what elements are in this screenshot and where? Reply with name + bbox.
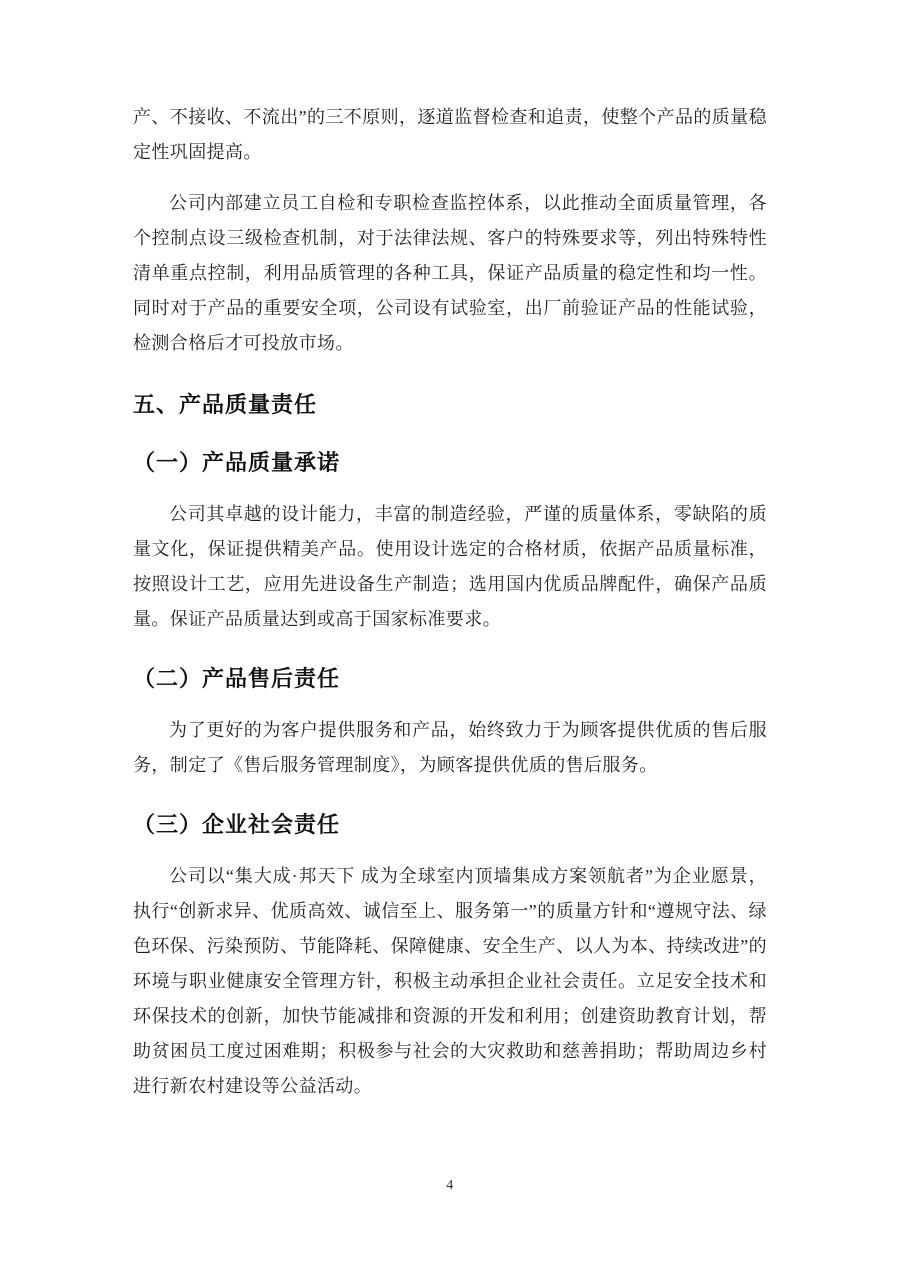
page-number: 4 [446, 1178, 454, 1193]
body-paragraph: 产、不接收、不流出”的三不原则，逐道监督检查和追责，使整个产品的质量稳定性巩固提高。 [133, 107, 767, 162]
document-content [133, 100, 767, 1120]
body-paragraph: 公司以“集大成·邦天下 成为全球室内顶墙集成方案领航者”为企业愿景，执行“创新求异、优质高效、诚信至上、服务第一”的质量方针和“遵规守法、绿色环保、污染预防、节能降耗、保障健康、安全生产、以人为本、持续改进”的环境与职业健康安全管理方针，积极主动承担企业社会责任。立足安全技术和环保技术的创新，加快节能减排和资源的开发和利用；创建资助教育计划，帮助贫困员工度过困难期；积极参与社会的大灾救助和慈善捐助；帮助周边乡村进行新农村建设等公益活动。 [133, 866, 767, 1096]
body-paragraph: 公司其卓越的设计能力，丰富的制造经验，严谨的质量体系，零缺陷的质量文化，保证提供精美产品。使用设计选定的合格材质，依据产品质量标准，按照设计工艺，应用先进设备生产制造；选用国内优质品牌配件，确保产品质量。保证产品质量达到或高于国家标准要求。 [133, 504, 767, 629]
subsection-heading: （一）产品质量承诺 [133, 450, 341, 475]
subsection-heading: （二）产品售后责任 [133, 666, 341, 691]
section-heading: 五、产品质量责任 [133, 392, 318, 417]
page-footer [0, 1176, 900, 1194]
body-paragraph: 为了更好的为客户提供服务和产品，始终致力于为顾客提供优质的售后服务，制定了《售后服务管理制度》，为顾客提供优质的售后服务。 [133, 720, 767, 775]
subsection-heading: （三）企业社会责任 [133, 812, 341, 837]
body-paragraph: 公司内部建立员工自检和专职检查监控体系，以此推动全面质量管理，各个控制点设三级检查机制，对于法律法规、客户的特殊要求等，列出特殊特性清单重点控制，利用品质管理的各种工具，保证产品质量的稳定性和均一性。同时对于产品的重要安全项，公司设有试验室，出厂前验证产品的性能试验，检测合格后才可投放市场。 [133, 193, 767, 353]
